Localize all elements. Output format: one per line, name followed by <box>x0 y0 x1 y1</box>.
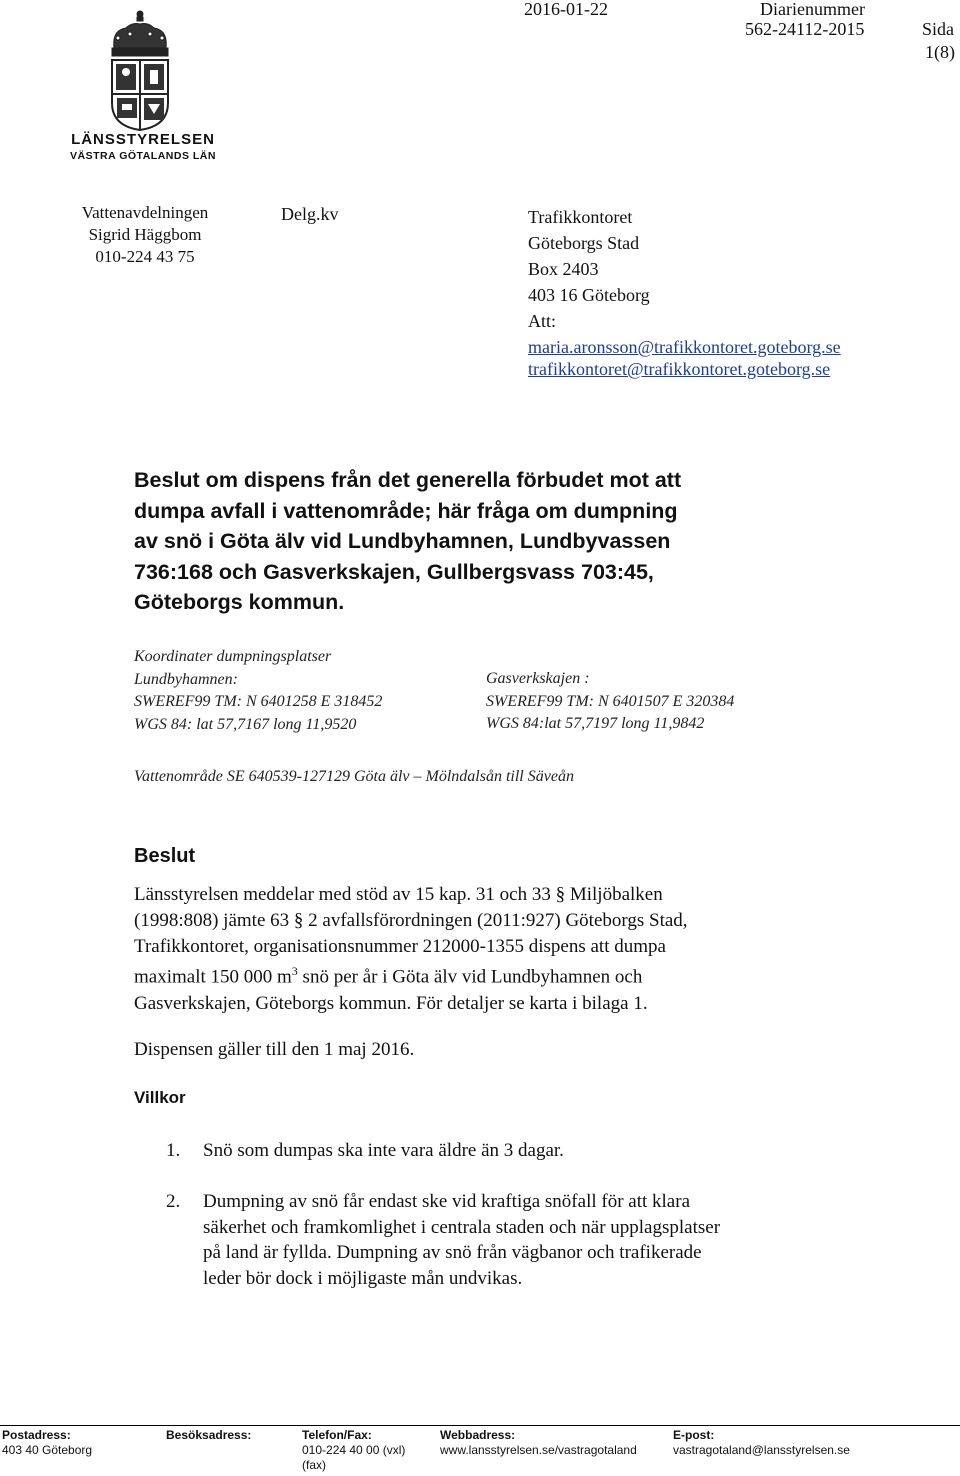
site-name: Gasverkskajen : <box>486 670 590 687</box>
delivery-method: Delg.kv <box>281 204 339 224</box>
sweref-coordinate: SWEREF99 TM: N 6401258 E 318452 <box>134 693 383 710</box>
footer-web-link[interactable]: www.lansstyrelsen.se/vastragotaland <box>440 1443 637 1457</box>
coordinates-left <box>134 646 382 736</box>
decision-heading: Beslut <box>134 845 196 867</box>
decision-line <box>134 959 834 990</box>
footer-email-link[interactable]: vastragotaland@lansstyrelsen.se <box>673 1443 850 1457</box>
agency-region: VÄSTRA GÖTALANDS LÄN <box>70 150 216 162</box>
footer-value: 010-224 40 00 (vxl) <box>302 1443 406 1457</box>
agency-name: LÄNSSTYRELSEN <box>71 131 215 148</box>
decision-line: Länsstyrelsen meddelar med stöd av 15 kap. 31 och 33 § Miljöbalken <box>134 884 663 905</box>
recipient-block <box>528 204 841 382</box>
title-line: Beslut om dispens från det generella förbudet mot att <box>134 468 682 492</box>
site-name: Lundbyhamnen: <box>134 670 238 688</box>
diarienummer: 562-24112-2015 <box>745 19 865 39</box>
recipient-line: 403 16 Göteborg <box>528 285 650 305</box>
footer-value: 403 40 Göteborg <box>2 1443 93 1457</box>
decision-line: Gasverkskajen, Göteborgs kommun. För detaljer se karta i bilaga 1. <box>134 992 648 1014</box>
decision-line: Trafikkontoret, organisationsnummer 212000-1355 dispens att dumpa <box>134 935 666 957</box>
condition-line: på land är fyllda. Dumpning av snö från vägbanor och trafikerade <box>203 1242 702 1264</box>
recipient-line: Trafikkontoret <box>528 207 633 227</box>
footer-label: E-post: <box>673 1428 715 1442</box>
page-number: 1(8) <box>925 42 955 62</box>
condition-line: leder bör dock i möjligaste mån undvikas. <box>203 1267 523 1289</box>
footer-label: Besöksadress: <box>166 1428 252 1442</box>
title-line: dumpa avfall i vattenområde; här fråga om dumpning <box>134 498 678 523</box>
validity-text: Dispensen gäller till den 1 maj 2016. <box>134 1039 415 1060</box>
decision-line-rest: snö per år i Göta älv vid Lundbyhamnen och <box>297 966 643 988</box>
document-title <box>134 465 834 618</box>
footer-label: Telefon/Fax: <box>302 1428 372 1442</box>
conditions-heading: Villkor <box>134 1088 186 1107</box>
water-area: Vattenområde SE 640539-127129 Göta älv – Mölndalsån till Säveån <box>134 768 574 785</box>
coordinates-heading: Koordinater dumpningsplatser <box>134 648 332 665</box>
footer-value: (fax) <box>302 1458 326 1472</box>
sender-department: Vattenavdelningen <box>81 203 209 222</box>
footer-divider <box>0 1425 960 1426</box>
diarienummer-label: Diarienummer <box>760 0 865 19</box>
condition-line: Dumpning av snö får endast ske vid kraftiga snöfall för att klara <box>203 1191 690 1212</box>
sender-name: Sigrid Häggbom <box>88 225 202 244</box>
footer-label: Postadress: <box>2 1428 71 1442</box>
recipient-line: Box 2403 <box>528 259 599 279</box>
wgs-coordinate: WGS 84:lat 57,7197 long 11,9842 <box>486 715 705 732</box>
condition-text: Snö som dumpas ska inte vara äldre än 3 dagar. <box>203 1140 564 1161</box>
wgs-coordinate: WGS 84: lat 57,7167 long 11,9520 <box>134 715 357 733</box>
footer-email <box>673 1428 850 1458</box>
condition-number: 1. <box>166 1140 181 1161</box>
document-date: 2016-01-22 <box>524 0 608 19</box>
footer-label: Webbadress: <box>440 1428 516 1442</box>
decision-line: (1998:808) jämte 63 § 2 avfallsförordningen (2011:927) Göteborgs Stad, <box>134 909 688 931</box>
condition-line: säkerhet och framkomlighet i centrala staden och när upplagsplatser <box>203 1216 721 1238</box>
condition-number: 2. <box>166 1191 181 1212</box>
recipient-line: Att: <box>528 311 557 331</box>
sender-phone: 010-224 43 75 <box>95 247 195 266</box>
sweref-coordinate: SWEREF99 TM: N 6401507 E 320384 <box>486 692 735 710</box>
decision-text <box>134 882 834 1016</box>
recipient-line: Göteborgs Stad <box>528 233 640 253</box>
title-line: Göteborgs kommun. <box>134 590 345 614</box>
email-link[interactable]: maria.aronsson@trafikkontoret.goteborg.se <box>528 337 841 357</box>
title-line: av snö i Göta älv vid Lundbyhamnen, Lundbyvassen <box>134 529 671 553</box>
title-line: 736:168 och Gasverkskajen, Gullbergsvass 703:45, <box>134 559 654 584</box>
volume-unit-exponent: 3 <box>291 964 298 979</box>
page-label: Sida <box>922 19 955 39</box>
footer-web <box>440 1428 637 1458</box>
volume-text: maximalt 150 000 m <box>134 966 292 988</box>
footer-visit <box>166 1428 251 1443</box>
email-link[interactable]: trafikkontoret@trafikkontoret.goteborg.se <box>528 359 831 379</box>
footer-postal <box>2 1428 92 1458</box>
coordinates-right <box>486 668 734 736</box>
footer-phone <box>302 1428 405 1473</box>
condition-text <box>203 1189 843 1291</box>
sender-block <box>60 202 230 268</box>
